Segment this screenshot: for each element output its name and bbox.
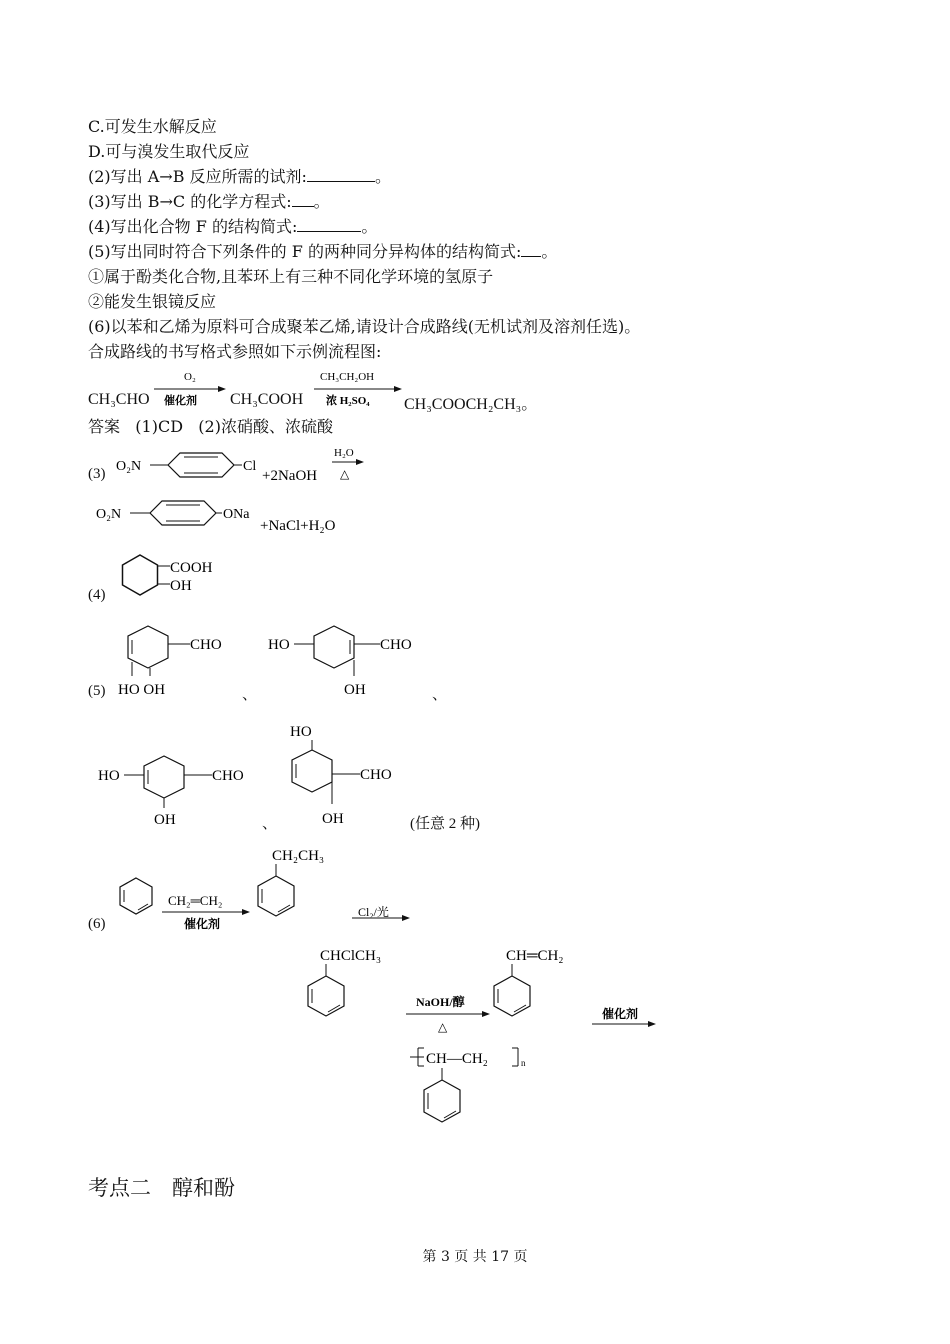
benzene-ring-icon [258,876,294,916]
condition-1: ①属于酚类化合物,且苯环上有三种不同化学环境的氢原子 [88,267,494,286]
question-5-text: (5)写出同时符合下列条件的 F 的两种同分异构体的结构简式: [88,242,522,261]
heat-symbol: △ [340,467,350,481]
hydroxyl-label: HO [98,768,120,784]
answer-line [88,416,333,438]
arrow-2-top-label: CH₃CH₂OH [320,371,375,383]
phenoxide-label: ONa [223,507,250,522]
example-acetaldehyde: CH₃CHO [88,391,150,408]
heat-symbol: △ [438,1020,448,1034]
chloroethyl-label: CHClCH₃ [320,948,382,964]
example-arrow-2 [312,368,404,408]
route-step-1 [110,840,430,940]
arrow-2-bottom-label: 浓 H₂SO₄ [326,395,370,407]
example-ethyl-acetate: CH₃COOCH₂CH₃。 [404,396,538,413]
question-6-format: 合成路线的书写格式参照如下示例流程图: [88,342,382,361]
question-3 [88,191,330,213]
benzene-ring-icon [314,626,354,668]
isomer-1 [110,618,250,700]
question-3-text: (3)写出 B→C 的化学方程式: [88,192,292,211]
period: 。 [361,217,378,236]
hydroxyl-label: OH [344,682,366,698]
benzene-ring-icon [494,976,530,1016]
answer-1: (1)CD [135,417,184,436]
naoh-alcohol-label: NaOH/醇 [416,995,465,1009]
isomer-4 [282,718,412,834]
answer-2: (2)浓硝酸、浓硫酸 [198,417,333,436]
polymer-subscript: n [521,1058,526,1068]
polymer-repeat-unit: CH—CH₂ [426,1051,488,1067]
question-6: (6)以苯和乙烯为原料可合成聚苯乙烯,请设计合成路线(无机试剂及溶剂任选)。 [88,317,641,336]
answer-blank [297,217,361,232]
answer-3-equation [96,440,370,550]
isomer-3 [92,742,262,832]
dihydroxy-label: HO OH [118,682,166,698]
benzene-ring-icon [424,1080,460,1122]
period: 。 [313,192,330,211]
carboxyl-label: COOH [170,560,213,576]
chloro-label: Cl [243,459,257,474]
ethylene-label: CH₂═CH₂ [168,893,223,908]
aldehyde-label: CHO [190,637,222,653]
nitro-group-label: O₂N [116,459,142,474]
separator: 、 [432,687,448,703]
separator: 、 [262,816,278,832]
answer-6-number: (6) [88,916,106,932]
vinyl-group-label: CH═CH₂ [506,948,564,964]
example-acetic-acid: CH₃COOH [230,391,304,408]
separator: 、 [242,687,258,703]
hydroxyl-label: OH [322,811,344,827]
question-5 [88,241,557,263]
route-step-2 [296,940,676,1040]
benzene-ring-icon [128,626,168,668]
arrow-1-bottom-label: 催化剂 [164,395,197,407]
hydroxyl-label: OH [170,578,192,594]
benzene-ring-icon [120,878,152,914]
catalyst-label: 催化剂 [184,917,221,931]
catalyst-label: 催化剂 [602,1007,639,1021]
hydroxyl-label: HO [290,724,312,740]
naoh-reagent: +2NaOH [262,468,318,484]
aldehyde-label: CHO [380,637,412,653]
answer-4-number: (4) [88,587,106,603]
nitro-group-label: O₂N [96,507,122,522]
option-c: C.可发生水解反应 [88,117,217,136]
eq3-products: +NaCl+H₂O [260,518,336,534]
benzene-ring-icon [308,976,344,1016]
answer-blank [521,242,541,257]
option-d: D.可与溴发生取代反应 [88,142,250,161]
chlorination-label: Cl₂/光 [358,905,389,919]
hydroxyl-label: HO [268,637,290,653]
any-two-note: (任意 2 种) [410,816,480,832]
period: 。 [374,167,391,186]
eq3-top-label: H₂O [334,447,354,459]
aldehyde-label: CHO [360,767,392,783]
question-2-text: (2)写出 A→B 反应所需的试剂: [88,167,307,186]
aldehyde-label: CHO [212,768,244,784]
route-arrow-cl2 [352,904,412,924]
benzene-ring-icon [150,501,216,525]
page-footer: 第 3 页 共 17 页 [422,1249,528,1265]
benzene-ring-icon [123,555,158,595]
ethyl-group-label: CH₂CH₃ [272,848,325,864]
period: 。 [541,242,558,261]
example-arrow-1 [152,368,228,408]
answer-label: 答案 [88,417,121,436]
hydroxyl-label: OH [154,812,176,828]
benzene-ring-icon [144,756,184,798]
condition-2: ②能发生银镜反应 [88,292,217,311]
isomer-2 [262,618,432,700]
benzene-ring-icon [168,453,234,477]
question-2 [88,166,391,188]
answer-5-number: (5) [88,683,106,699]
question-4 [88,216,377,238]
question-4-text: (4)写出化合物 F 的结构简式: [88,217,298,236]
answer-4-structure [110,544,250,608]
section-heading: 考点二 醇和酚 [88,1176,235,1200]
arrow-1-top-label: O₂ [184,371,196,383]
polystyrene-structure [410,1040,550,1140]
answer-blank [307,167,375,182]
benzene-ring-icon [292,750,332,792]
answer-3-number: (3) [88,466,106,482]
answer-blank [292,192,314,207]
